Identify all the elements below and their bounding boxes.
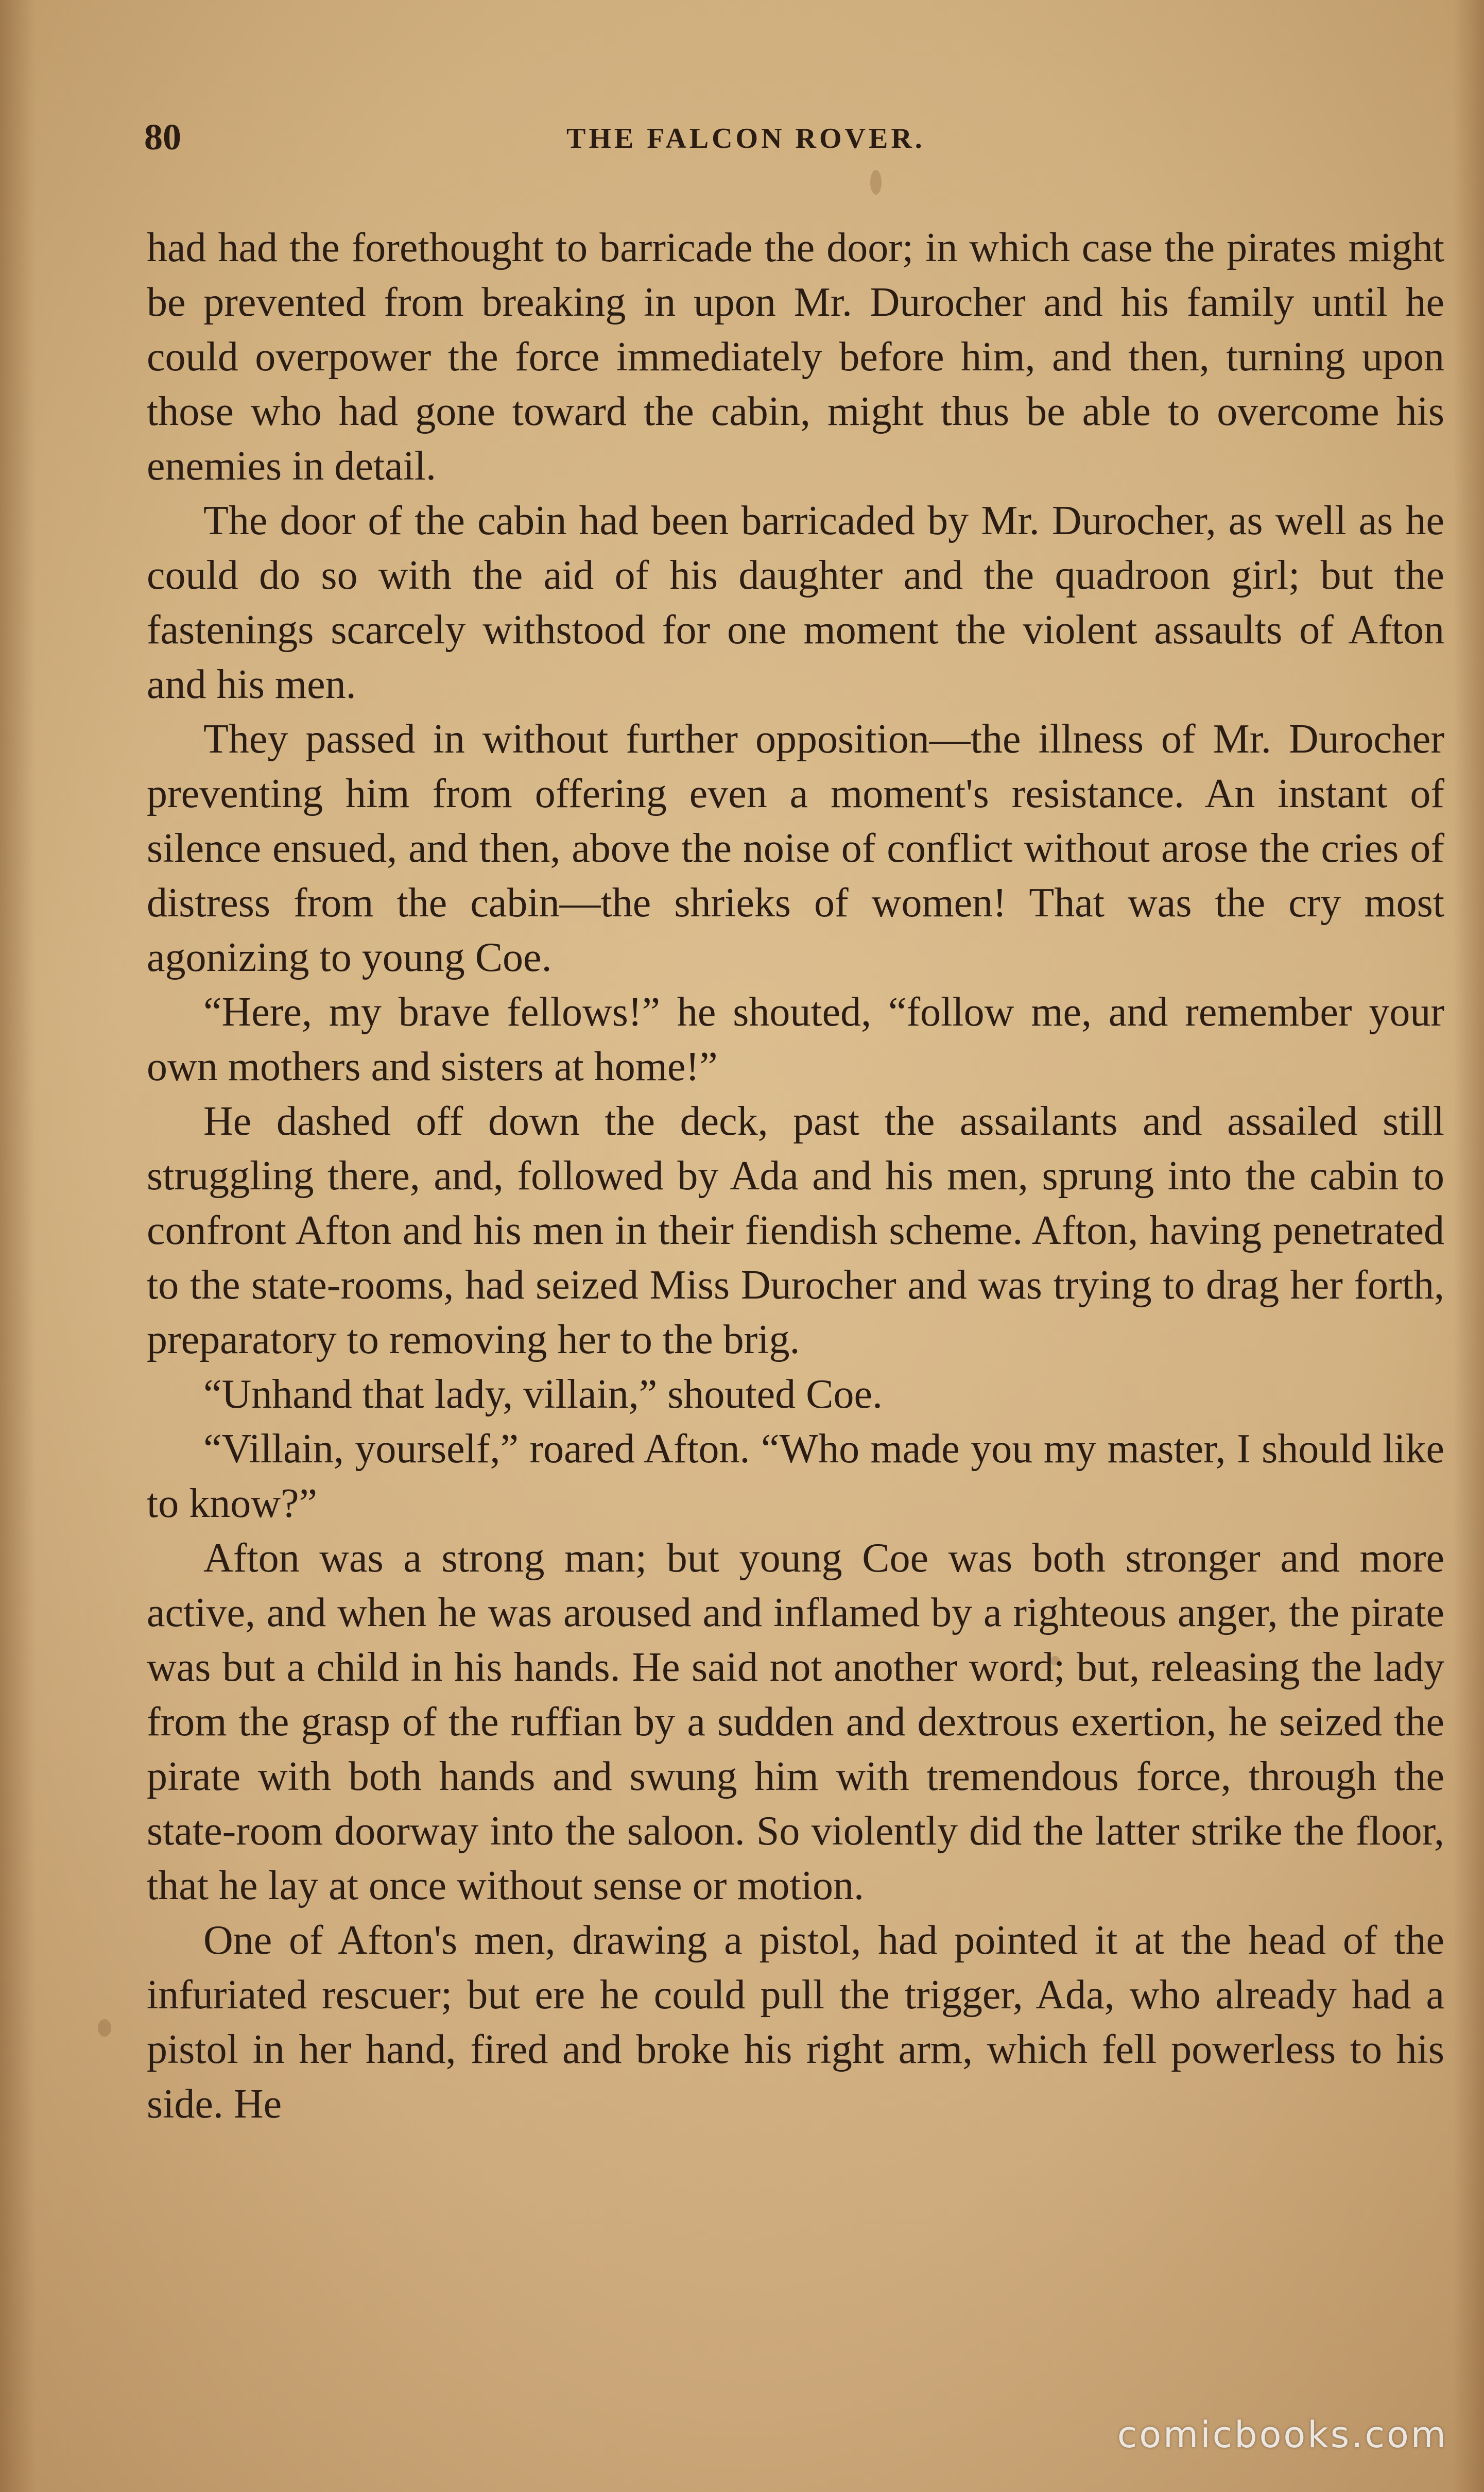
body-text (147, 220, 1444, 2131)
page-header (144, 116, 1442, 162)
page-shadow-left (0, 0, 36, 2492)
paragraph: Afton was a strong man; but young Coe was both stronger and more active, and when he was aroused and inflamed by a righteous anger, the pirate was but a child in his hands. He said not another word; but, releasing the lady from the grasp of the ruffian by a sudden and dextrous exertion, he seized the pirate with both hands and swung him with tremendous force, through the state-room doorway into the saloon. So violently did the latter strike the floor, that he lay at once without sense or motion. (147, 1535, 1444, 1908)
paragraph: “Here, my brave fellows!” he shouted, “follow me, and remember your own mothers and sisters at home!” (147, 989, 1444, 1089)
ink-smudge (98, 2019, 111, 2037)
paragraph: He dashed off down the deck, past the assailants and assailed still struggling there, and, followed by Ada and his men, sprung into the cabin to confront Afton and his men in their fiendish scheme. Afton, having penetrated to the state-rooms, had seized Miss Durocher and was trying to drag her forth, preparatory to removing her to the brig. (147, 1099, 1444, 1362)
page-shadow-right (1453, 0, 1484, 2492)
watermark: comicbooks.com (1117, 2414, 1448, 2456)
paragraph: One of Afton's men, drawing a pistol, had pointed it at the head of the infuriated rescuer; but ere he could pull the trigger, Ada, who already had a pistol in her hand, fired and broke his right arm, which fell powerless to his side. He (147, 1918, 1444, 2127)
paragraph: “Unhand that lady, villain,” shouted Coe. (203, 1372, 883, 1417)
paragraph: The door of the cabin had been barricaded by Mr. Durocher, as well as he could do so with the aid of his daughter and the quadroon girl; but the fastenings scarcely withstood for one moment the violent assaults of Afton and his men. (147, 498, 1444, 707)
running-head: THE FALCON ROVER. (566, 123, 925, 155)
page-number: 80 (144, 116, 181, 158)
ink-smudge (870, 170, 882, 195)
paragraph: had had the forethought to barricade the door; in which case the pirates might be prevented from breaking in upon Mr. Durocher and his family until he could overpower the force immediately before him, and then, turning upon those who had gone toward the cabin, might thus be able to overcome his enemies in detail. (147, 225, 1444, 489)
paragraph: They passed in without further opposition—the illness of Mr. Durocher preventing him from offering even a moment's resistance. An instant of silence ensued, and then, above the noise of conflict without arose the cries of distress from the cabin—the shrieks of women! That was the cry most agonizing to young Coe. (147, 716, 1444, 980)
paragraph: “Villain, yourself,” roared Afton. “Who made you my master, I should like to know?” (147, 1426, 1444, 1526)
